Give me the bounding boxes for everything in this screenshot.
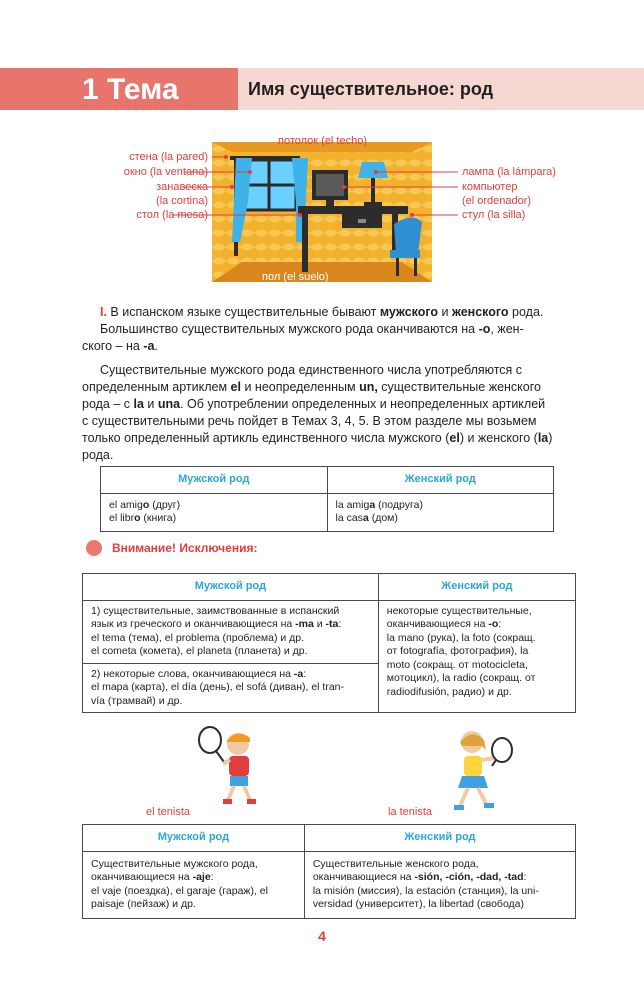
computer-label: компьютер <box>462 181 518 193</box>
table1-masc-example: el amigo (друг) <box>109 498 181 511</box>
topic-title: 1 Тема <box>82 73 179 106</box>
exceptions-table <box>82 573 576 713</box>
suffix-table <box>82 824 576 919</box>
roman-numeral: I. <box>100 305 107 319</box>
gender-table-basic <box>100 466 554 532</box>
section-title: Имя существительное: род <box>248 79 494 99</box>
ceiling-label: потолок (el techo) <box>278 135 368 147</box>
table2-masc-cell-2: 2) некоторые слова, оканчивающиеся на -a: el mapa (карта), el día (день), el sofá (диван), el tran- vía (трамвай) и др. <box>83 663 379 713</box>
boy-caption: el tenista <box>146 806 191 818</box>
warning-heading: Внимание! Исключения: <box>112 541 258 555</box>
intro-paragraph-1: I. В испанском языке существительные бывают мужского и женского рода. Большинство существительных мужского рода оканчиваются на -o, жен- ского – на -a. <box>82 305 544 353</box>
table1-fem-cell <box>327 493 554 531</box>
girl-caption: la tenista <box>388 806 433 818</box>
table-label: стол (la mesa) <box>136 209 208 221</box>
table3-masc-header: Мужской род <box>83 825 305 852</box>
table1-fem-example: la casa (дом) <box>335 512 398 524</box>
boy-tennis-player-illustration <box>196 726 266 806</box>
table3-fem-cell: Существительные женского рода, оканчивающиеся на -sión, -ción, -dad, -tad: la misión (миссия), la estación (станция), la uni- versidad (университет), la libertad (свобода) <box>304 851 575 918</box>
table2-fem-cell: некоторые существительные, оканчивающиеся на -o: la mano (рука), la foto (сокращ. от fotografía, фотография), la moto (сокращ. от motocicleta, мотоцикл), la radio (сокращ. от radiodifusión, радио) и др. <box>378 600 575 713</box>
table1-masc-header: Мужской род <box>101 467 328 494</box>
table3-fem-header: Женский род <box>304 825 575 852</box>
table1-masc-cell <box>101 493 328 531</box>
floor-label: пол (el suelo) <box>262 271 329 283</box>
intro-paragraph-2: Существительные мужского рода единственного числа употребляются с определенным артиклем el и неопределенным un, существительные женского рода – с la и una. Об употреблении определенных и неопределенных артиклей с существительными речь пойдет в Темах 3, 4, 5. В этом разделе мы возьмем только определенный артикль единственного числа мужского (el) и женского (la) рода. <box>82 363 553 462</box>
warning-bullet-icon <box>86 540 102 556</box>
table1-masc-example: el libro (книга) <box>109 512 177 524</box>
table2-masc-cell-1: 1) существительные, заимствованные в испанский язык из греческого и оканчивающиеся на -ma и -ta: el tema (тема), el problema (проблема) и др. el cometa (комета), el planeta (планета) и др. <box>83 600 379 663</box>
table2-masc-header: Мужской род <box>83 574 379 601</box>
table1-fem-header: Женский род <box>327 467 554 494</box>
table2-fem-header: Женский род <box>378 574 575 601</box>
table3-masc-cell: Существительные мужского рода, оканчивающиеся на -aje: el vaje (поездка), el garaje (гараж), el paisaje (пейзаж) и др. <box>83 851 305 918</box>
label-leaders <box>0 0 644 300</box>
chair-label: стул (la silla) <box>462 209 526 221</box>
table1-fem-example: la amiga (подруга) <box>335 498 423 511</box>
curtain-label-es: (la cortina) <box>156 195 208 207</box>
page-number: 4 <box>318 928 326 944</box>
window-label: окно (la ventana) <box>123 166 208 178</box>
curtain-label: занавеска <box>156 181 208 193</box>
girl-tennis-player-illustration <box>442 728 516 814</box>
lamp-label: лампа (la lámpara) <box>462 166 556 178</box>
wall-label: стена (la pared) <box>129 151 208 163</box>
computer-label-es: (el ordenador) <box>462 195 532 207</box>
